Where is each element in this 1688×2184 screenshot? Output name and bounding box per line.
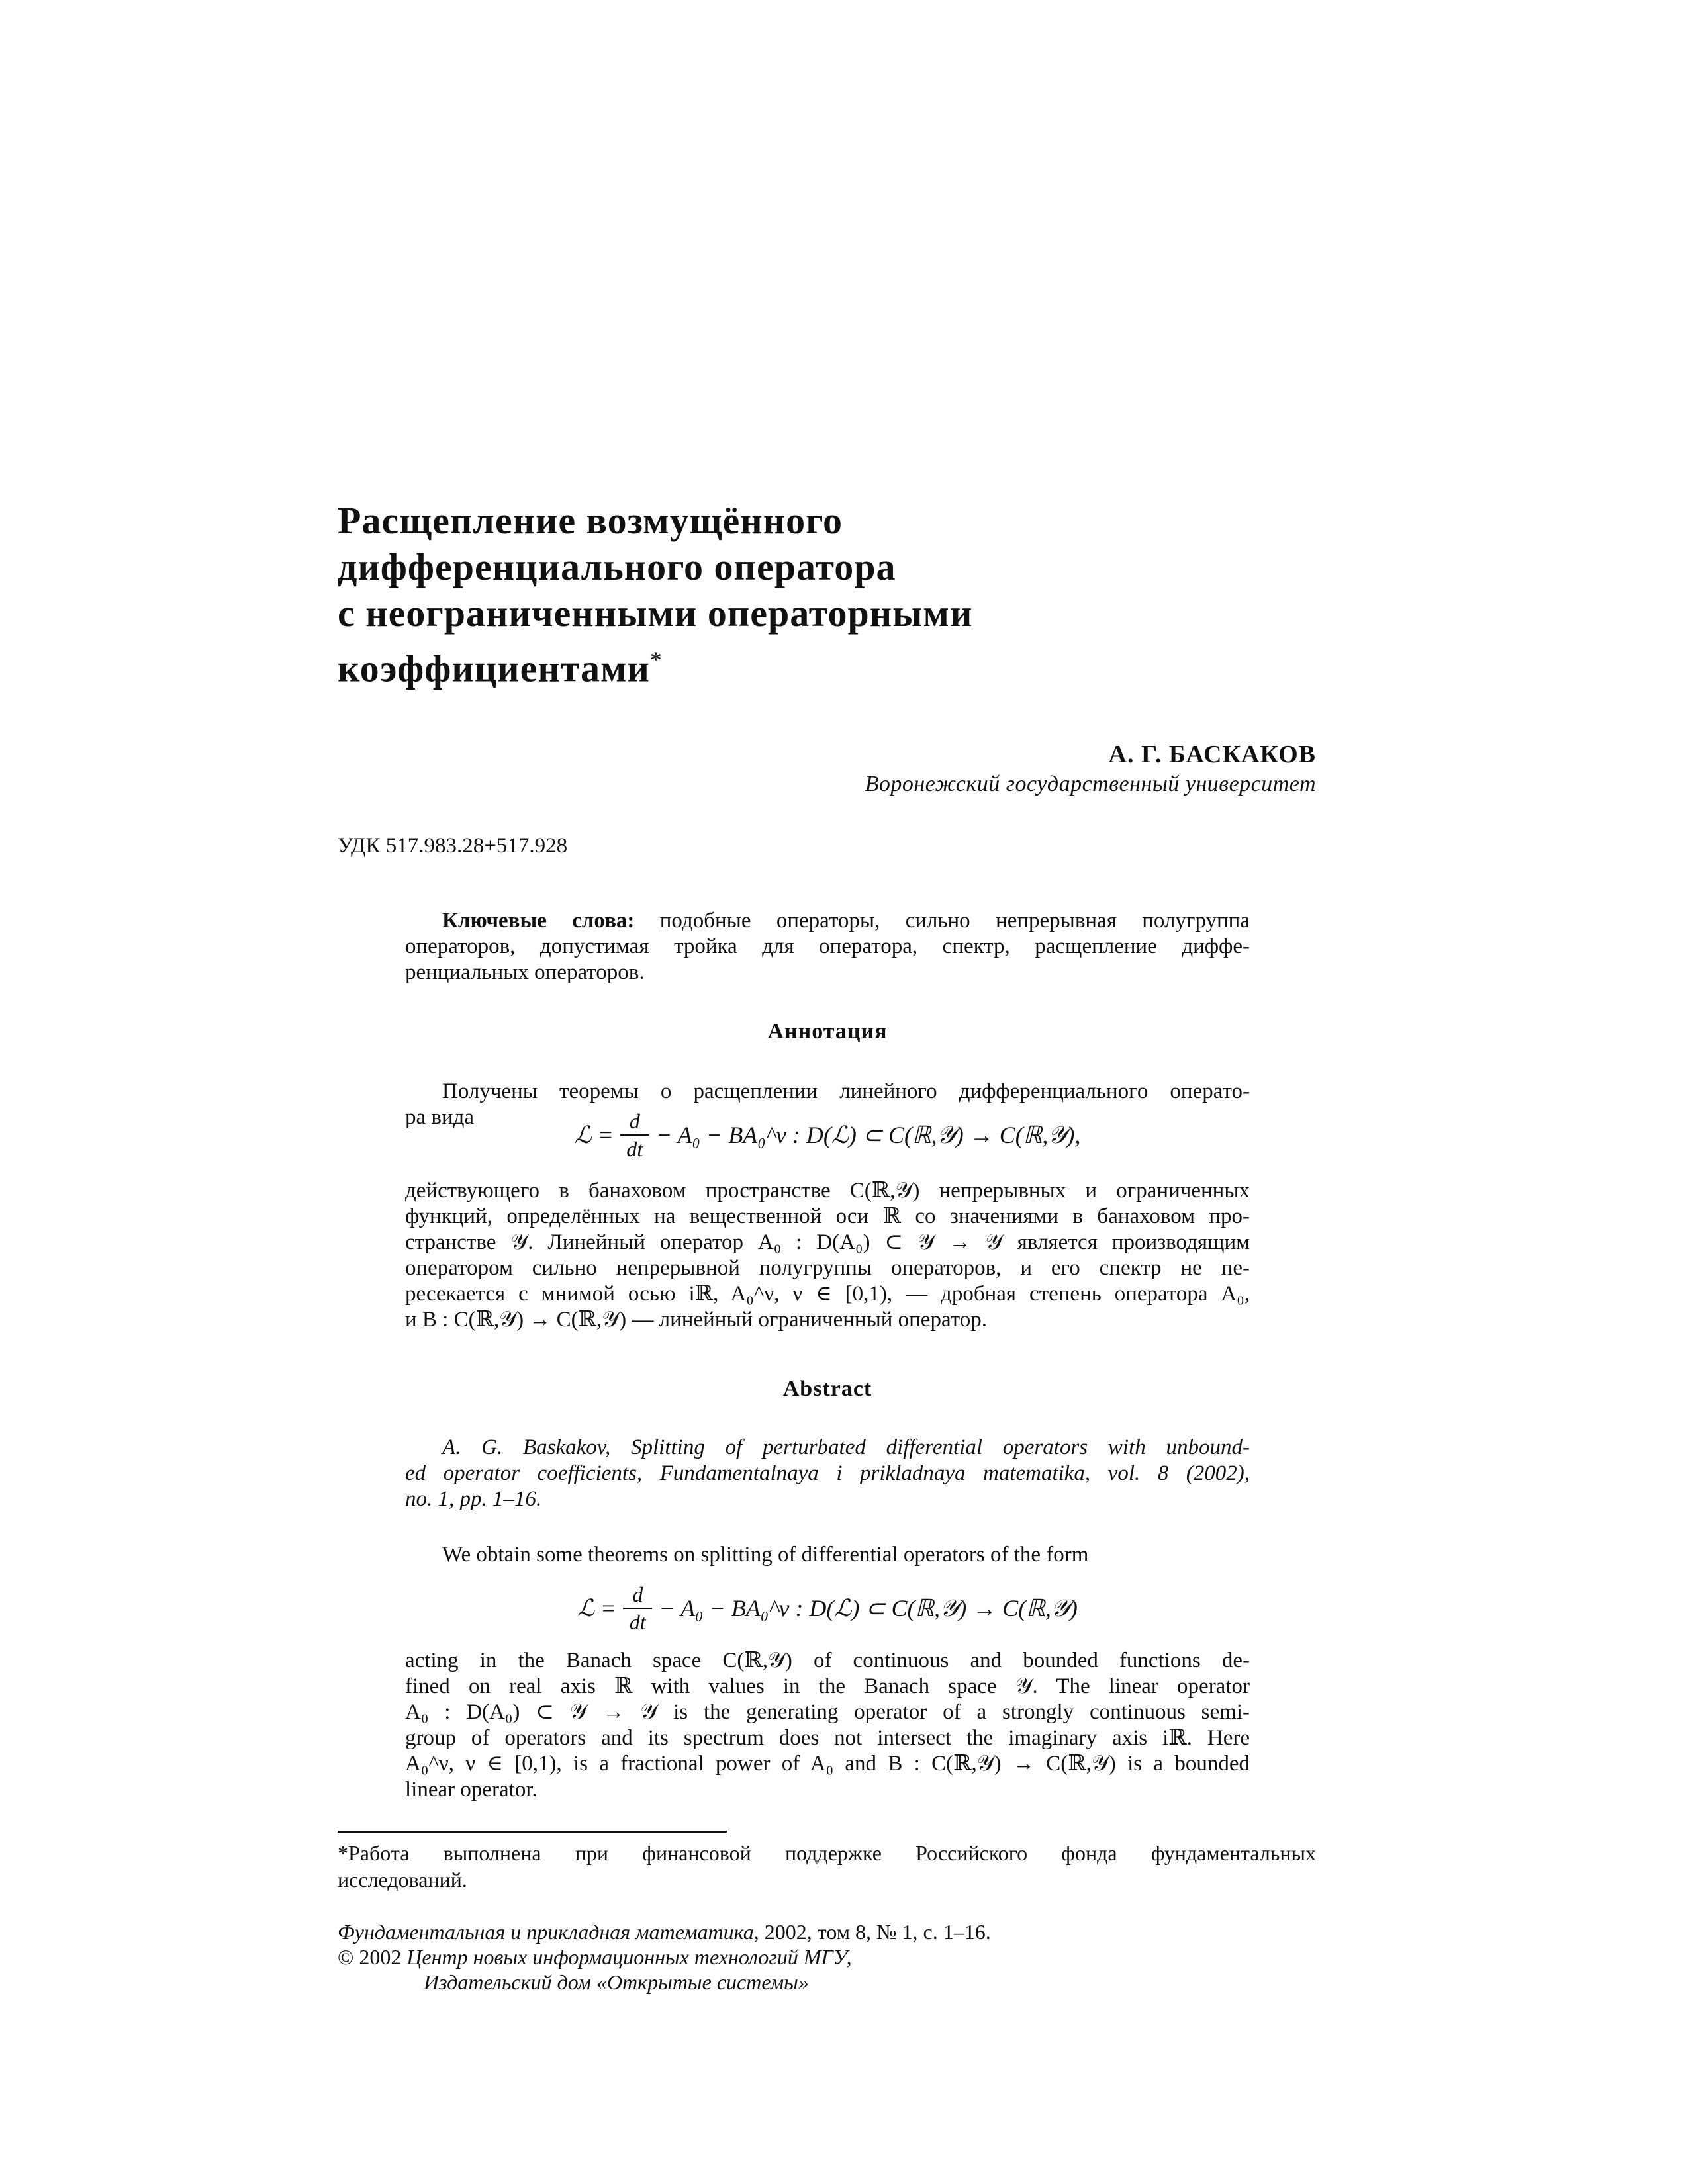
abstract-formula	[405, 1572, 1250, 1645]
abstract-formula-rest: − A₀ − BA₀^ν : D(ℒ) ⊂ C(ℝ,𝒴) → C(ℝ,𝒴)	[659, 1594, 1078, 1621]
title-line-2: дифференциального оператора	[338, 545, 896, 588]
keywords-line-1	[405, 908, 1250, 934]
annotation-para2-line-2: функций, определённых на вещественной оси ℝ со значениями в банаховом про-	[405, 1205, 1250, 1228]
udk-code: УДК 517.983.28+517.928	[338, 834, 568, 858]
abstract-para2-line-4: group of operators and its spectrum does not intersect the imaginary axis iℝ. Here	[405, 1726, 1250, 1750]
keywords-line-3: ренциальных операторов.	[405, 960, 645, 984]
imprint-journal-line	[338, 1919, 991, 1944]
footnote-line-2: исследований.	[338, 1868, 467, 1891]
footnote-rule	[338, 1831, 727, 1833]
annotation-para2-line-4: оператором сильно непрерывной полугруппы операторов, и его спектр не пе-	[405, 1256, 1250, 1280]
title-line-4-text: коэффициентами	[338, 647, 650, 690]
imprint-copyright: © 2002	[338, 1945, 402, 1969]
imprint-publisher-1: Центр новых информационных технологий МГУ,	[406, 1945, 852, 1969]
keywords-line-2: операторов, допустимая тройка для оператора, спектр, расщепление диффе-	[405, 934, 1250, 958]
abstract-para2-line-6: linear operator.	[405, 1778, 538, 1801]
abstract-citation-line-3: no. 1, pp. 1–16.	[405, 1487, 542, 1511]
abstract-formula-frac-num: d	[632, 1582, 643, 1606]
annotation-para2-line-1: действующего в банаховом пространстве C(ℝ,𝒴) непрерывных и ограниченных	[405, 1179, 1250, 1203]
abstract-para1-line-1: We obtain some theorems on splitting of differential operators of the form	[442, 1543, 1089, 1567]
abstract-formula-frac-den: dt	[629, 1610, 646, 1634]
abstract-citation-line-2: ed operator coefficients, Fundamentalnaya i prikladnaya matematika, vol. 8 (2002),	[405, 1461, 1250, 1485]
annotation-para-2	[405, 1178, 1250, 1333]
annotation-formula-lhs: ℒ =	[574, 1122, 614, 1148]
annotation-formula-frac-num: d	[629, 1109, 640, 1133]
annotation-formula-fraction	[620, 1108, 649, 1162]
author-name: А. Г. БАСКАКОВ	[1108, 741, 1316, 768]
imprint-copyright-line	[338, 1944, 852, 1970]
abstract-citation-line-1: A. G. Baskakov, Splitting of perturbated differential operators with unbound-	[442, 1435, 1250, 1459]
annotation-para1-line-1: Получены теоремы о расщеплении линейного дифференциального операто-	[442, 1079, 1250, 1103]
author-affiliation: Воронежский государственный университет	[865, 772, 1316, 796]
annotation-heading: Аннотация	[767, 1019, 888, 1044]
annotation-para2-line-3: странстве 𝒴. Линейный оператор A₀ : D(A₀) ⊂ 𝒴 → 𝒴 является производящим	[405, 1230, 1250, 1254]
annotation-para2-line-6: и B : C(ℝ,𝒴) → C(ℝ,𝒴) — линейный ограниченный оператор.	[405, 1308, 987, 1332]
annotation-para1-line-2: ра вида	[405, 1105, 475, 1129]
abstract-para2-line-1: acting in the Banach space C(ℝ,𝒴) of continuous and bounded functions de-	[405, 1649, 1250, 1672]
abstract-para2-line-5: A₀^ν, ν ∈ [0,1), is a fractional power of A₀ and B : C(ℝ,𝒴) → C(ℝ,𝒴) is a bounded	[405, 1752, 1250, 1776]
title-line-3: с неограниченными операторными	[338, 592, 973, 635]
imprint-journal: Фундаментальная и прикладная математика	[338, 1920, 754, 1944]
keywords-block	[405, 908, 1250, 985]
abstract-formula-fraction	[623, 1581, 652, 1635]
footnote-line-1: *Работа выполнена при финансовой поддержке Российского фонда фундаментальных	[338, 1841, 1316, 1865]
abstract-citation	[405, 1435, 1250, 1512]
title-footnote-mark: *	[649, 647, 663, 673]
annotation-formula	[405, 1099, 1250, 1171]
title-line-4	[338, 637, 663, 692]
annotation-formula-rest: − A₀ − BA₀^ν : D(ℒ) ⊂ C(ℝ,𝒴) → C(ℝ,𝒴),	[655, 1121, 1081, 1148]
imprint-publisher-2: Издательский дом «Открытые системы»	[424, 1970, 809, 1994]
imprint-journal-details: , 2002, том 8, № 1, с. 1–16.	[753, 1920, 991, 1944]
abstract-formula-lhs: ℒ =	[577, 1595, 617, 1621]
abstract-para2-line-3: A₀ : D(A₀) ⊂ 𝒴 → 𝒴 is the generating operator of a strongly continuous semi-	[405, 1700, 1250, 1724]
annotation-para2-line-5: ресекается с мнимой осью iℝ, A₀^ν, ν ∈ [0,1), — дробная степень оператора A₀,	[405, 1282, 1250, 1306]
abstract-para-2	[405, 1648, 1250, 1803]
abstract-para-1	[405, 1542, 1250, 1568]
keywords-line-1-text: подобные операторы, сильно непрерывная полугруппа	[659, 909, 1250, 933]
title-line-1: Расщепление возмущённого	[338, 499, 843, 542]
abstract-para2-line-2: fined on real axis ℝ with values in the Banach space 𝒴. The linear operator	[405, 1674, 1250, 1698]
abstract-heading: Abstract	[782, 1377, 872, 1401]
keywords-label: Ключевые слова:	[442, 909, 635, 933]
annotation-formula-frac-den: dt	[626, 1137, 643, 1161]
footnote	[338, 1840, 1316, 1893]
